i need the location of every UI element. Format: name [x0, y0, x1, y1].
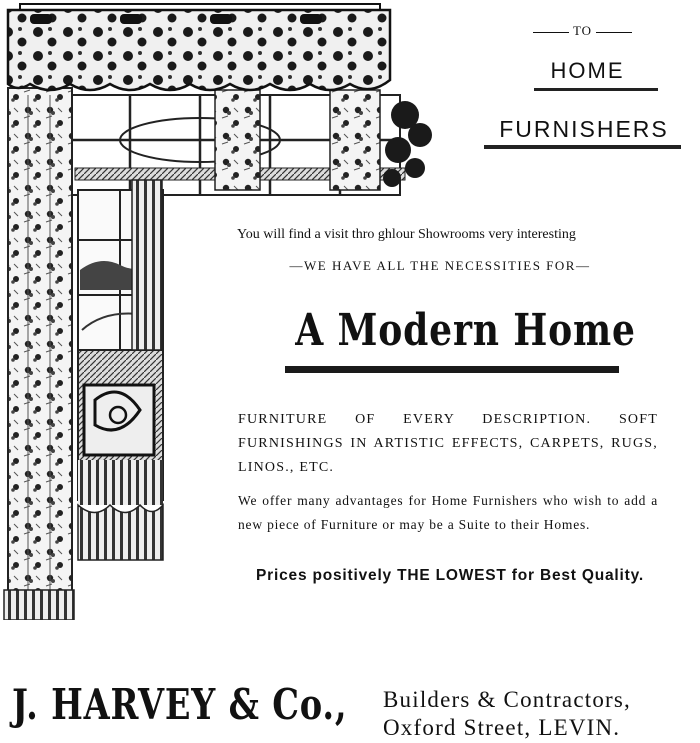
- to-label: TO: [525, 23, 640, 39]
- visit-sentence: You will find a visit thro ghlour Showrooms very interesting: [237, 227, 576, 242]
- home-heading: HOME: [550, 58, 625, 83]
- furnishers-heading: FURNISHERS: [499, 116, 669, 142]
- furniture-paragraph: FURNITURE OF EVERY DESCRIPTION. SOFT FURNISHINGS IN ARTISTIC EFFECTS, CARPETS, RUGS, LINOS., ETC.: [238, 412, 658, 475]
- furnishers-underline: [484, 145, 681, 149]
- company-name: J. HARVEY & Co.,: [12, 680, 348, 729]
- headline-underline: [285, 366, 619, 373]
- home-underline: [534, 88, 658, 91]
- company-description: [383, 686, 698, 742]
- company-address: Oxford Street, LEVIN.: [383, 715, 621, 740]
- prices-tagline: Prices positively THE LOWEST for Best Quality.: [256, 567, 644, 584]
- headline: A Modern Home: [295, 305, 636, 356]
- company-trade: Builders & Contractors,: [383, 687, 631, 712]
- necessities-line: —WE HAVE ALL THE NECESSITIES FOR—: [289, 258, 591, 273]
- offer-paragraph: We offer many advantages for Home Furnishers who wish to add a new piece of Furniture or may be a Suite to their Homes.: [238, 493, 658, 532]
